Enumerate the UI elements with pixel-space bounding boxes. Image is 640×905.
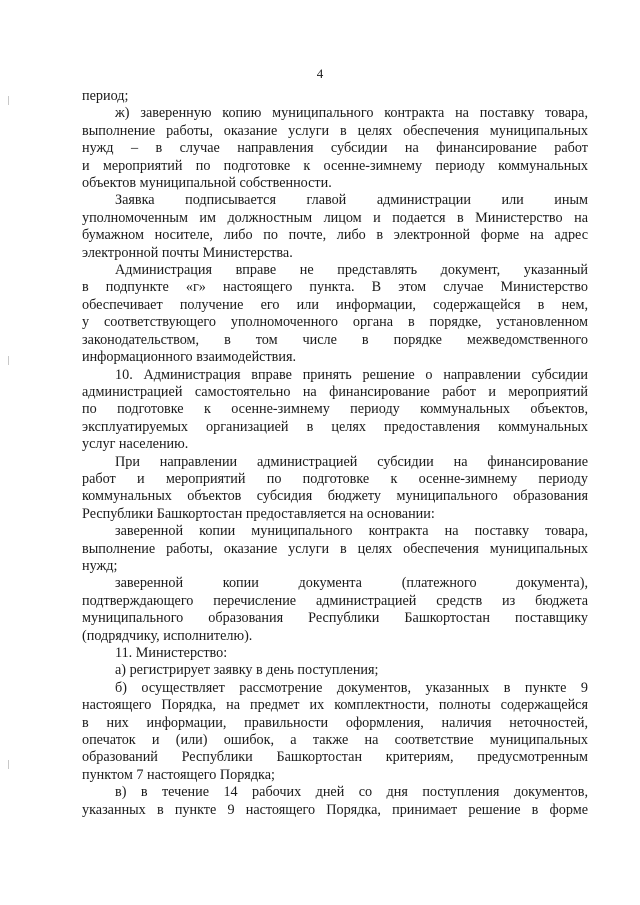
text-line: нужд – в случае направления субсидии на финансирование работ bbox=[82, 140, 588, 157]
text-line: по подготовке к осенне-зимнему периоду коммунальных объектов, bbox=[82, 401, 588, 418]
text-line: обеспечивает получение его или информации, содержащейся в нем, bbox=[82, 296, 588, 313]
text-line: администрацией самостоятельно на финансирование работ и мероприятий bbox=[82, 383, 588, 400]
text-line: б) осуществляет рассмотрение документов, указанных в пункте 9 bbox=[115, 679, 588, 696]
text-line: выполнение работы, оказание услуги в целях обеспечения муниципальных bbox=[82, 540, 588, 557]
text-line: бумажном носителе, либо по почте, либо в электронной форме на адрес bbox=[82, 227, 588, 244]
text-line: пунктом 7 настоящего Порядка; bbox=[82, 766, 275, 783]
text-line: в подпункте «г» настоящего пункта. В этом случае Министерство bbox=[82, 279, 588, 296]
text-line: 11. Министерство: bbox=[115, 645, 228, 661]
text-line: заверенной копии муниципального контракта на поставку товара, bbox=[115, 523, 588, 540]
text-line: и мероприятий по подготовке к осенне-зимнему периоду коммунальных bbox=[82, 157, 588, 174]
text-line: заверенной копии документа (платежного документа), bbox=[115, 575, 588, 592]
margin-mark bbox=[8, 356, 9, 365]
text-line: коммунальных объектов субсидия бюджету муниципального образования bbox=[82, 488, 588, 505]
document-body bbox=[82, 88, 588, 819]
text-line: а) регистрирует заявку в день поступления; bbox=[115, 662, 379, 679]
text-line: настоящего Порядка, на предмет их комплектности, полноты содержащейся bbox=[82, 697, 588, 714]
text-line: объектов муниципальной собственности. bbox=[82, 175, 332, 192]
page-number: 4 bbox=[316, 66, 324, 81]
text-line: работ и мероприятий по подготовке к осенне-зимнему периоду bbox=[82, 470, 588, 487]
text-line: ж) заверенную копию муниципального контракта на поставку товара, bbox=[115, 105, 588, 122]
text-line: образований Республики Башкортостан критериям, предусмотренным bbox=[82, 749, 588, 766]
margin-mark bbox=[8, 760, 9, 769]
text-line: выполнение работы, оказание услуги в целях обеспечения муниципальных bbox=[82, 122, 588, 139]
text-line: информационного взаимодействия. bbox=[82, 349, 297, 366]
text-line: (подрядчику, исполнителю). bbox=[82, 627, 253, 644]
text-line: услуг населению. bbox=[82, 436, 189, 453]
text-line: законодательством, в том числе в порядке межведомственного bbox=[82, 331, 588, 348]
text-line: указанных в пункте 9 настоящего Порядка, принимает решение в форме bbox=[82, 801, 588, 818]
text-line: у соответствующего уполномоченного органа в порядке, установленном bbox=[82, 314, 588, 331]
margin-mark bbox=[8, 96, 9, 105]
text-line: муниципального образования Республики Башкортостан поставщику bbox=[82, 610, 588, 627]
text-line: 10. Администрация вправе принять решение о направлении субсидии bbox=[115, 366, 588, 383]
text-line: нужд; bbox=[82, 557, 118, 574]
text-line: опечаток и (или) ошибок, а также на соответствие муниципальных bbox=[82, 732, 588, 749]
text-line: Республики Башкортостан предоставляется на основании: bbox=[82, 505, 435, 522]
text-line: Заявка подписывается главой администрации или иным bbox=[115, 192, 588, 209]
text-line: При направлении администрацией субсидии на финансирование bbox=[115, 453, 588, 470]
text-line: в) в течение 14 рабочих дней со дня поступления документов, bbox=[115, 784, 588, 801]
text-line: Администрация вправе не представлять документ, указанный bbox=[115, 262, 588, 279]
text-line: подтверждающего перечисление администрацией средств из бюджета bbox=[82, 592, 588, 609]
text-line: период; bbox=[82, 88, 129, 104]
text-line: эксплуатируемых организацией в целях предоставления коммунальных bbox=[82, 418, 588, 435]
text-line: уполномоченным им должностным лицом и подается в Министерство на bbox=[82, 209, 588, 226]
text-line: электронной почты Министерства. bbox=[82, 244, 293, 261]
text-line: в них информации, правильности оформления, наличия неточностей, bbox=[82, 714, 588, 731]
